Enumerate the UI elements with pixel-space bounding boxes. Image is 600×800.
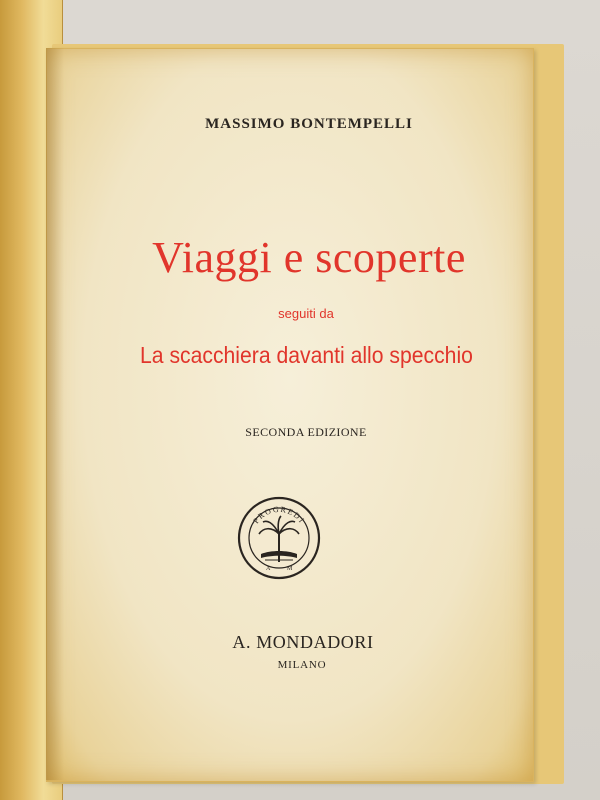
publisher-city: MILANO <box>277 659 327 671</box>
edition-label: SECONDA EDIZIONE <box>245 425 367 439</box>
book-subtitle: La scacchiera davanti allo specchio <box>140 342 473 368</box>
svg-text:PROGREDI: PROGREDI <box>251 504 307 526</box>
book-title: Viaggi e scoperte <box>152 233 466 282</box>
connector-text: seguiti da <box>278 306 334 321</box>
svg-text:M: M <box>287 566 293 572</box>
author-name: MASSIMO BONTEMPELLI <box>205 116 413 132</box>
svg-text:A: A <box>266 566 271 572</box>
publisher-name: A. MONDADORI <box>232 632 374 652</box>
title-page <box>46 48 534 782</box>
publisher-seal-icon <box>237 496 321 580</box>
